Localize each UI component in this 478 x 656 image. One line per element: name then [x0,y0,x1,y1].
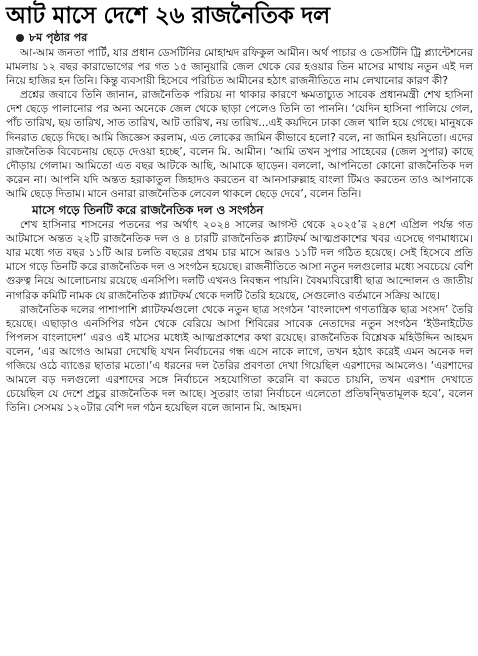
bullet-icon [16,34,24,42]
article-paragraph: শেখ হাসিনার শাসনের পতনের পর অর্থাৎ ২০২৪ সালের আগস্ট থেকে ২০২৫’র ২৪শে এপ্রিল পর্যন্ত গত আটমাসে অন্তত ২২টি রাজনৈতিক দল ও ৪ চারটি রাজনৈতিক প্ল্যাটফর্ম আত্মপ্রকাশের খবর এসেছে গণমাধ্যমে। যার মধ্যে গত বছর ১১টি আর চলতি বছরের প্রথম চার মাসে আরও ১১টি দল গঠিত হয়েছে। সেই হিসেবে প্রতি মাসে গড়ে তিনটি করে রাজনৈতিক দল ও সংগঠন হয়েছে। রাজনীতিতে আসা নতুন দলগুলোর মধ্যে সবচেয়ে বেশি গুরুত্ব নিয়ে আলোচনায় রয়েছে এনসিপি। দলটি এখনও নিবন্ধন পায়নি। বৈষম্যবিরোধী ছাত্র আন্দোলন ও জাতীয় নাগরিক কমিটি নামক যে রাজনৈতিক প্ল্যাটফর্ম থেকে দলটি তৈরি হয়েছে, সেগুলোও বর্তমানে সক্রিয় আছে। [6,219,473,302]
continued-from-line [16,30,473,46]
article-paragraph: আ-আম জনতা পার্টি, যার প্রধান ডেসটিনির মোহাম্মদ রফিকুল আমীন। অর্থ পাচার ও ডেসটিনি ট্রি প্ল্যান্টেশনের মামলায় ১২ বছর কারাভোগের পর গত ১৫ জানুয়ারি জেল থেকে বের হওয়ার তিন মাসের মাথায় নতুন এই দল নিয়ে হাজির হন তিনি। কিন্তু ব্যবসায়ী হিসেবে পরিচিত আমীনের হঠাৎ রাজনীতিতে নাম লেখানোর কারণ কী? [6,47,473,88]
continued-from-label: ৮ম পৃষ্ঠার পর [29,31,88,44]
article-headline: আট মাসে দেশে ২৬ রাজনৈতিক দল [6,3,330,29]
article-paragraph: রাজনৈতিক দলের পাশাপাশি প্ল্যাটফর্মগুলো থেকে নতুন ছাত্র সংগঠন ‘বাংলাদেশ গণতান্ত্রিক ছাত্র সংসদ’ তৈরি হয়েছে। এছাড়াও এনসিপির গঠন থেকে বেরিয়ে আসা শিবিরের সাবেক নেতাদের নতুন সংগঠন ‘ইউনাইটেড পিপলস বাংলাদেশ’ এরও এই মাসের মধ্যেই আত্মপ্রকাশের কথা রয়েছে। রাজনৈতিক বিশ্লেষক মহিউদ্দিন আহমদ বলেন, ‘এর আগেও আমরা দেখেছি যখন নির্বাচনের গন্ধ এসে নাকে লাগে, তখন হঠাৎ করেই এমন অনেক দল গজিয়ে ওঠে ব্যাঙের ছাতার মতো।’এ ধরনের দল তৈরির প্রবণতা দেখা গিয়েছিল এরশাদের আমলেও। ‘এরশাদের আমলে বড় দলগুলো এরশাদের সঙ্গে নির্বাচনে সহযোগিতা করেনি বা করতে চায়নি, তখন এরশাদ দেখাতে চেয়েছিল যে দেশে প্রচুর রাজনৈতিক দল আছে। সুতরাং তারা নির্বাচনে এলেতো প্রতিদ্বন্দ্বিতামূলক হবে’, বলেন তিনি। সেসময় ১২০টার বেশি দল গঠন হয়েছিল বলে জানান মি. আহমদ। [6,303,473,415]
article-paragraph: প্রশ্নের জবাবে তিনি জানান, রাজনৈতিক পরিচয় না থাকার কারণে ক্ষমতাচ্যুত সাবেক প্রধানমন্ত্রী শেখ হাসিনা দেশ ছেড়ে পালানোর পর অন্য অনেকে জেল থেকে ছাড়া পেলেও তিনি তা পাননি। ‘যেদিন হাসিনা পালিয়ে গেল, পাঁচ তারিখ, ছয় তারিখ, সাত তারিখ, আট তারিখ, নয় তারিখ...এই কয়দিনে ঢাকা জেল খালি হয়ে গেছে। মানুষকে দিনরাত ছেড়ে দিছে। আমি জিজ্ঞেস করলাম, এত লোকের জামিন কীভাবে হলো? বলে, না জামিন হয়নিতো। এদের রাজনৈতিক বিবেচনায় ছেড়ে দেওয়া হচ্ছে’, বলেন মি. আমীন। ‘আমি তখন সুপার সাহেবের (জেল সুপার) কাছে দৌড়ায় গেলাম। আমিতো এত বছর আটকে আছি, আমাকে ছাড়েন। বললো, আপনিতো কোনো রাজনৈতিক দল করেন না। আপনি যদি অন্তত হরাকাতুল জিহাদও করতেন বা আনসারুল্লাহ বাংলা টিমও করতেন তাও আপনাকে আমি ছেড়ে দিতাম। মানে ওনারা রাজনৈতিক লেবেল থাকলে ছেড়ে দেবে’, বলেন তিনি। [6,89,473,200]
article-subheading: মাসে গড়ে তিনটি করে রাজনৈতিক দল ও সংগঠন [32,203,264,218]
